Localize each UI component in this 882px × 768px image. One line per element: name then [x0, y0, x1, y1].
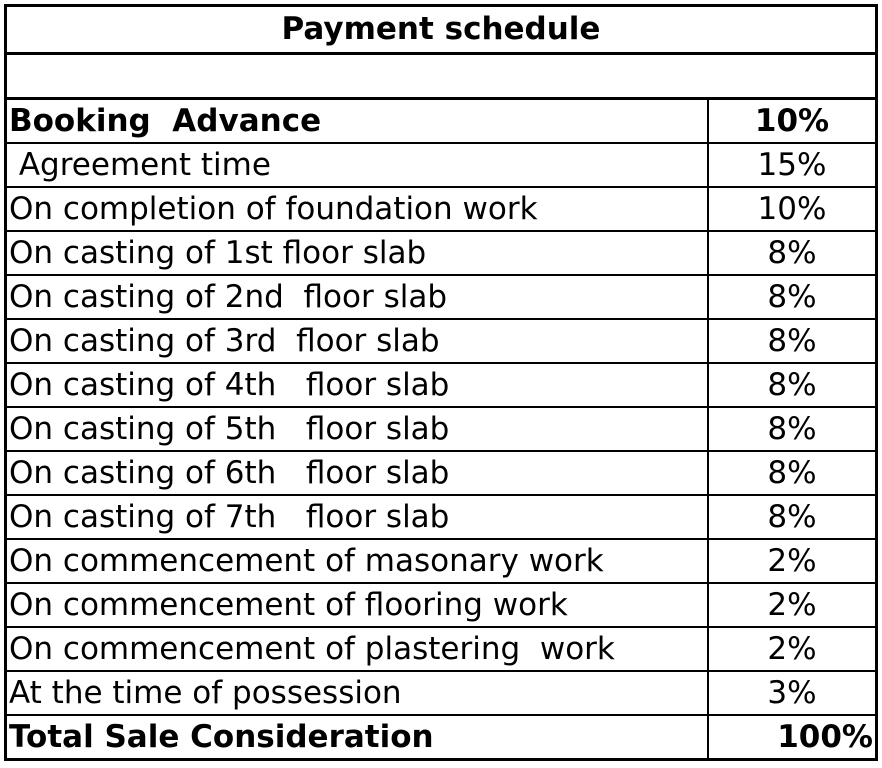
table-row: [7, 628, 875, 672]
milestone-label: Booking Advance: [9, 103, 322, 139]
table-row: [7, 364, 875, 408]
table-row: [7, 408, 875, 452]
payment-percentage: 8%: [707, 232, 875, 274]
table-title: Payment schedule: [7, 7, 875, 55]
table-row: [7, 496, 875, 540]
payment-percentage: 2%: [707, 540, 875, 582]
payment-percentage: 8%: [707, 408, 875, 450]
total-row: [7, 716, 875, 758]
milestone-label: On commencement of masonary work: [9, 543, 604, 579]
milestone-label: At the time of possession: [9, 675, 402, 711]
milestone-label: On commencement of plastering work: [9, 631, 615, 667]
milestone-label: On casting of 4th floor slab: [9, 367, 450, 403]
payment-percentage: 8%: [707, 320, 875, 362]
table-row: [7, 540, 875, 584]
payment-percentage: 8%: [707, 452, 875, 494]
milestone-label: On casting of 2nd floor slab: [9, 279, 448, 315]
payment-percentage: 10%: [707, 188, 875, 230]
table-row: [7, 276, 875, 320]
milestone-label: On casting of 7th floor slab: [9, 499, 450, 535]
milestone-label: On casting of 6th floor slab: [9, 455, 450, 491]
payment-schedule-table: [4, 4, 878, 761]
payment-percentage: 8%: [707, 496, 875, 538]
payment-percentage: 2%: [707, 628, 875, 670]
milestone-label: On casting of 3rd floor slab: [9, 323, 440, 359]
milestone-label: On completion of foundation work: [9, 191, 538, 227]
table-row: [7, 100, 875, 144]
table-row: [7, 188, 875, 232]
milestone-label: Agreement time: [9, 147, 271, 183]
payment-percentage: 10%: [707, 100, 875, 142]
milestone-label: On casting of 1st floor slab: [9, 235, 427, 271]
milestone-label: On commencement of flooring work: [9, 587, 568, 623]
milestone-label: On casting of 5th floor slab: [9, 411, 450, 447]
payment-percentage: 15%: [707, 144, 875, 186]
blank-row: [7, 55, 875, 100]
table-row: [7, 232, 875, 276]
table-row: [7, 320, 875, 364]
payment-percentage: 8%: [707, 364, 875, 406]
payment-percentage: 100%: [707, 716, 875, 758]
payment-percentage: 3%: [707, 672, 875, 714]
table-body: [7, 100, 875, 758]
table-row: [7, 452, 875, 496]
milestone-label: Total Sale Consideration: [9, 719, 434, 755]
table-row: [7, 584, 875, 628]
table-row: [7, 672, 875, 716]
table-row: [7, 144, 875, 188]
payment-percentage: 2%: [707, 584, 875, 626]
payment-percentage: 8%: [707, 276, 875, 318]
